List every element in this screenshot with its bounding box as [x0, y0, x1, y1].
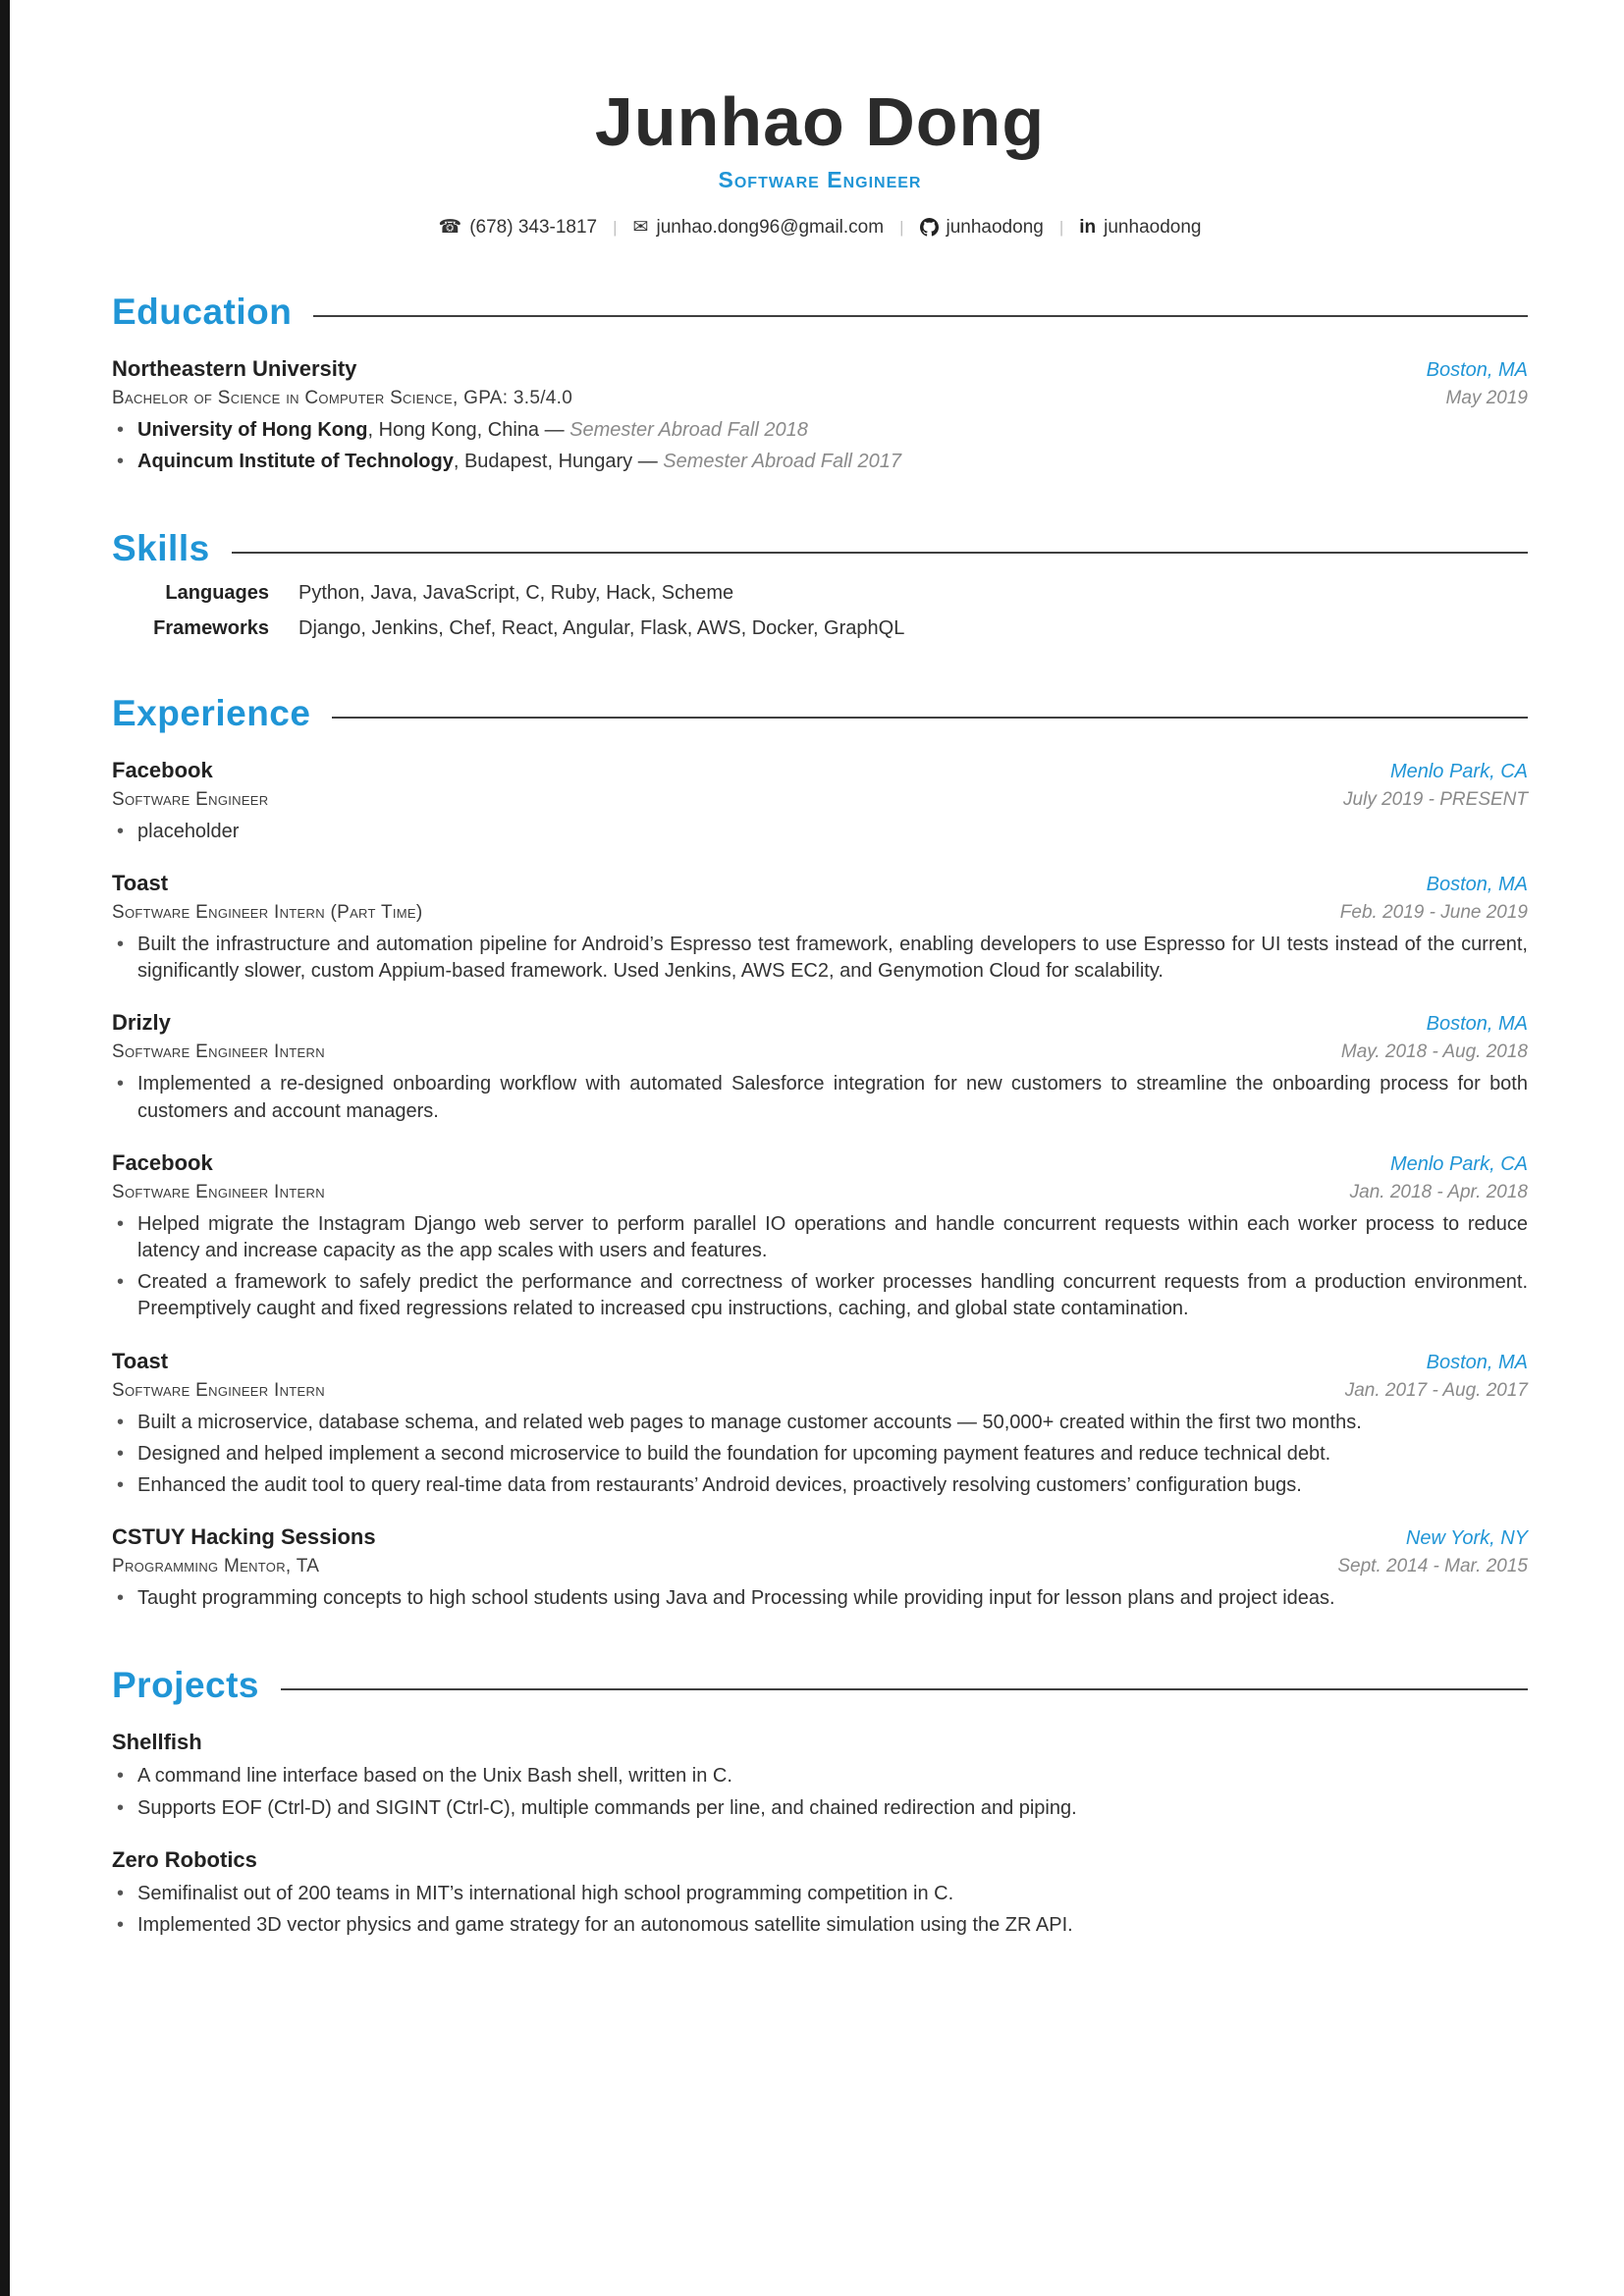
company-name: Toast — [112, 871, 169, 896]
company-name: Drizly — [112, 1010, 171, 1036]
education-bullet: • University of Hong Kong, Hong Kong, China — Semester Abroad Fall 2018 — [112, 417, 1528, 444]
job-location: Boston, MA — [1426, 874, 1528, 896]
project-bullet: • Supports EOF (Ctrl-D) and SIGINT (Ctrl-C), multiple commands per line, and chained redirection and piping. — [112, 1795, 1528, 1822]
phone-number: (678) 343-1817 — [469, 216, 598, 238]
section-heading — [112, 693, 1528, 734]
education-entry — [112, 356, 1528, 475]
skill-list: Django, Jenkins, Chef, React, Angular, Flask, AWS, Docker, GraphQL — [298, 616, 905, 639]
company-name: Toast — [112, 1348, 169, 1373]
linkedin-link[interactable] — [1079, 217, 1201, 239]
job-dates: May. 2018 - Aug. 2018 — [1340, 1041, 1528, 1063]
project-bullets — [112, 1881, 1528, 1939]
job-location: Menlo Park, CA — [1389, 1152, 1528, 1175]
experience-entry — [112, 1010, 1528, 1124]
skill-row — [112, 582, 1528, 605]
section-title: Skills — [112, 527, 210, 568]
section-title: Experience — [112, 692, 311, 733]
phone-icon: ☎ — [438, 217, 462, 238]
section-heading — [112, 292, 1528, 333]
company-name: Facebook — [112, 1149, 213, 1175]
job-dates: Feb. 2019 - June 2019 — [1339, 902, 1528, 924]
school-location: Boston, MA — [1426, 358, 1528, 381]
person-name: Junhao Dong — [594, 83, 1046, 160]
job-bullets — [112, 1071, 1528, 1124]
experience-entry — [112, 1349, 1528, 1500]
section-rule — [281, 1688, 1528, 1690]
experience-entry — [112, 871, 1528, 985]
job-dates: Jan. 2017 - Aug. 2017 — [1344, 1379, 1528, 1401]
section-heading — [112, 1665, 1528, 1706]
phone-link[interactable] — [439, 217, 598, 239]
company-name: CSTUY Hacking Sessions — [112, 1524, 376, 1550]
section-rule — [313, 315, 1528, 317]
github-handle: junhaodong — [946, 216, 1044, 238]
job-bullet: • placeholder — [112, 819, 1528, 845]
email-address: junhao.dong96@gmail.com — [656, 216, 885, 238]
job-bullet: • Implemented a re-designed onboarding workflow with automated Salesforce integration for new customers to streamline the onboarding process for both customers and account managers. — [112, 1071, 1528, 1124]
company-name: Facebook — [112, 757, 213, 782]
job-location: Boston, MA — [1426, 1351, 1528, 1373]
job-bullet: • Created a framework to safely predict the performance and correctness of worker processes handling concurrent requests from a production environment. Preemptively caught and fixed regressions related to increased cpu instructions, caching, and global state contamination. — [112, 1269, 1528, 1322]
section-experience — [112, 693, 1528, 1612]
job-bullet: • Taught programming concepts to high school students using Java and Processing while providing input for lesson plans and project ideas. — [112, 1585, 1528, 1612]
project-name: Zero Robotics — [112, 1846, 257, 1872]
project-entry — [112, 1730, 1528, 1821]
project-bullet: • Implemented 3D vector physics and game strategy for an autonomous satellite simulation using the ZR API. — [112, 1912, 1528, 1939]
job-role: Software Engineer Intern — [112, 1379, 325, 1401]
school-name: Northeastern University — [112, 355, 357, 381]
github-link[interactable] — [920, 217, 1044, 239]
job-bullet: • Built the infrastructure and automation pipeline for Android’s Espresso test framework, enabling developers to use Espresso for UI tests instead of the current, significantly slower, custom Appium-based framework. Used Jenkins, AWS EC2, and Genymotion Cloud for scalability. — [112, 932, 1528, 985]
job-role: Software Engineer Intern — [112, 1181, 325, 1202]
job-role: Programming Mentor, TA — [112, 1556, 320, 1577]
graduation-date: May 2019 — [1445, 387, 1528, 408]
job-location: Boston, MA — [1426, 1013, 1528, 1036]
email-link[interactable] — [633, 217, 885, 239]
job-role: Software Engineer Intern (Part Time) — [112, 902, 423, 924]
experience-entry — [112, 758, 1528, 845]
skill-list: Python, Java, JavaScript, C, Ruby, Hack, Scheme — [298, 581, 734, 604]
person-title: Software Engineer — [718, 166, 922, 192]
section-skills — [112, 528, 1528, 640]
job-role: Software Engineer Intern — [112, 1041, 325, 1063]
skill-row — [112, 617, 1528, 640]
job-bullets — [112, 1410, 1528, 1500]
skill-category: Languages — [165, 581, 269, 604]
section-title: Education — [112, 291, 293, 332]
email-icon: ✉ — [632, 217, 649, 238]
project-bullet: • Semifinalist out of 200 teams in MIT’s international high school programming competition in C. — [112, 1881, 1528, 1907]
job-bullets — [112, 1585, 1528, 1612]
section-education — [112, 292, 1528, 475]
linkedin-handle: junhaodong — [1104, 216, 1202, 238]
contact-bar — [112, 217, 1528, 239]
section-heading — [112, 528, 1528, 569]
job-bullet: • Built a microservice, database schema, and related web pages to manage customer accounts — 50,000+ created within the first two months. — [112, 1410, 1528, 1436]
resume-header — [112, 83, 1528, 239]
job-dates: July 2019 - PRESENT — [1343, 788, 1528, 810]
project-bullets — [112, 1763, 1528, 1821]
linkedin-icon: in — [1079, 216, 1097, 238]
contact-divider: | — [613, 217, 618, 237]
job-bullet: • Enhanced the audit tool to query real-time data from restaurants’ Android devices, proactively resolving customers’ configuration bugs. — [112, 1472, 1528, 1499]
degree: Bachelor of Science in Computer Science, GPA: 3.5/4.0 — [112, 387, 573, 408]
job-dates: Sept. 2014 - Mar. 2015 — [1337, 1556, 1528, 1577]
job-bullets — [112, 932, 1528, 985]
github-icon — [920, 218, 939, 237]
section-title: Projects — [112, 1665, 260, 1706]
project-bullet: • A command line interface based on the Unix Bash shell, written in C. — [112, 1763, 1528, 1789]
project-name: Shellfish — [112, 1730, 202, 1755]
job-location: Menlo Park, CA — [1389, 760, 1528, 782]
education-bullets — [112, 417, 1528, 475]
job-bullets — [112, 1211, 1528, 1323]
experience-entry — [112, 1150, 1528, 1323]
section-projects — [112, 1665, 1528, 1939]
job-dates: Jan. 2018 - Apr. 2018 — [1349, 1181, 1528, 1202]
job-role: Software Engineer — [112, 788, 269, 810]
skill-category: Frameworks — [153, 616, 269, 639]
job-bullet: • Helped migrate the Instagram Django web server to perform parallel IO operations and handle concurrent requests within each worker process to reduce latency and increase capacity as the app scales with users and features. — [112, 1211, 1528, 1264]
section-rule — [232, 552, 1528, 554]
education-bullet: • Aquincum Institute of Technology, Budapest, Hungary — Semester Abroad Fall 2017 — [112, 449, 1528, 475]
job-bullets — [112, 819, 1528, 845]
contact-divider: | — [1058, 217, 1064, 237]
job-location: New York, NY — [1405, 1527, 1528, 1550]
job-bullet: • Designed and helped implement a second microservice to build the foundation for upcoming payment features and reduce technical debt. — [112, 1441, 1528, 1468]
contact-divider: | — [899, 217, 904, 237]
resume-page — [10, 0, 1624, 1939]
section-rule — [332, 717, 1528, 719]
experience-entry — [112, 1524, 1528, 1612]
project-entry — [112, 1847, 1528, 1939]
